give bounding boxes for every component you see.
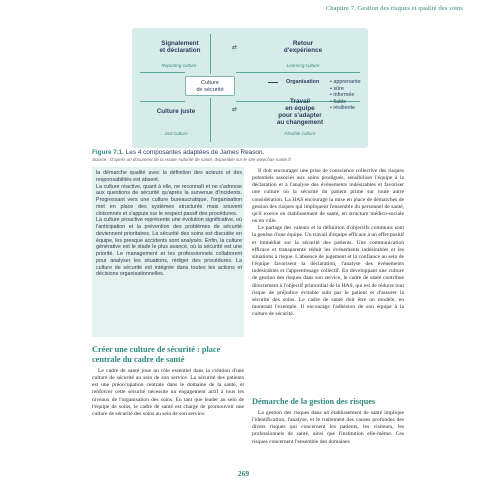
divider-line — [140, 101, 185, 102]
sidebar-box-text: la démarche qualité avec la définition des acteurs et des responsabilités est absent. La culture réactive, quant à elle, ne reconnaît et ne s'adresse aux questions de sécurité qu'après la survenue d'incidents. Progressant vers une culture bureaucratique, l'organisation met en place des systèmes structurés mais souvent cloisonnés et s'appuie sur le respect passif des procédures. La culture proactive représente une évolution significative, où l'anticipation et la prévention des problèmes de sécurité deviennent prioritaires. La sécurité des soins est discutée en équipe, les presque accidents sont analysés. Enfin, la culture générative est le stade le plus avancé, où la sécurité est une priorité. Le management et les professionnels collaborent pour analyser les situations, rédiger des procédures. La culture de sécurité est intégrée dans toutes les actions et décisions organisationnelles. — [96, 170, 242, 278]
section-title: Démarche de la gestion des risques — [252, 397, 376, 406]
organisation-box — [280, 79, 372, 123]
quadrant-just: Culture juste — [156, 108, 196, 115]
divider-line — [210, 98, 211, 142]
page-number: 269 — [237, 469, 250, 478]
body-text-right: Il doit encourager une prise de conscience collective des risques potentiels associés aux soins prodigués, sensibiliser l'équipe à la déclaration et à l'analyse des événements indésirables et favoriser une culture où la sécurité du patient prime sur toute autre considération. La HAS encourage la mise en place de démarches de gestion des risques qui impliquent l'ensemble du personnel de santé, qu'il exerce en établissement de santé, en structure médico-sociale ou en ville. Le partage des valeurs et la définition d'objectifs communs sont la genèse d'une équipe. Un travail d'équipe efficace a un effet positif et immédiat sur la sécurité des patients. Une communication efficace et transparente réduit les événements indésirables et les situations à risque. L'absence de jugement et la confiance au sein de l'équipe favorisent la déclaration, l'analyse des événements indésirables et l'apprentissage collectif. En développant une culture de gestion des risques dans son service, le cadre de santé contribue directement à l'objectif primordial de la HAS, qui est de réduire tout risque de préjudice évitable subi par le patient et d'assurer la sécurité des soins. Le cadre de santé doit être un modèle, en montrant l'exemple. Il encourage l'adhésion de son équipe à la culture de sécurité. — [252, 168, 404, 318]
running-head: Chapitre 7. Gestion des risques et qualité des soins — [325, 5, 463, 12]
quadrant-flexible-sub: Flexible culture — [284, 131, 316, 136]
divider-line — [140, 72, 185, 73]
arrow-to-organisation — [268, 82, 278, 83]
safety-culture-center: Culture de sécurité — [185, 76, 235, 96]
divider-line — [210, 34, 211, 74]
body-text-left: Le cadre de santé joue un rôle essentiel dans la création d'une culture de sécurité au sein de son service. La sécurité des patients est une préoccupation centrale dans le domaine de la santé, et renforcer cette sécurité nécessite un engagement actif à tous les niveaux de l'organisation des soins. En tant que leader au sein de l'équipe de soins, le cadre de santé est chargé de promouvoir une culture de sécurité des soins au sein de son service. — [92, 368, 244, 417]
organisation-items: • apprenante • sûre • informée • fiable • résiliente — [330, 79, 361, 111]
quadrant-just-sub: Just culture — [164, 131, 188, 136]
quadrant-reporting-sub: Reporting culture — [161, 63, 197, 68]
figure-caption: Figure 7.1. Les 4 composantes adaptées de James Reason. — [92, 149, 265, 156]
quadrant-reporting: Signalement et déclaration — [159, 40, 201, 54]
figure-source: Source : D'après un document de la Haute Autorité de santé, disponible sur le site www.has-sante.fr. — [92, 157, 293, 162]
quadrant-learning: Retour d'expérience — [283, 40, 323, 54]
quadrant-learning-sub: Learning culture — [286, 63, 320, 68]
divider-line — [236, 72, 360, 73]
section-title: Créer une culture de sécurité : place centrale du cadre de santé — [92, 345, 221, 364]
swap-arrows-icon: ⇄ — [232, 44, 238, 51]
swap-arrows-icon: ⇄ — [232, 106, 238, 113]
body-text-right-2: La gestion des risques dans un établissement de santé implique l'identification, l'analyse, et le traitement des causes profondes des divers risques qui concernent les patients, les visiteurs, les professionnels de santé, ainsi que l'institution elle-même. Ces risques concernent l'ensemble des domaines — [252, 410, 404, 445]
quadrant-flexible: Travail en équipe pour s'adapter au changement — [276, 98, 324, 126]
organisation-title: Organisation — [286, 79, 320, 85]
